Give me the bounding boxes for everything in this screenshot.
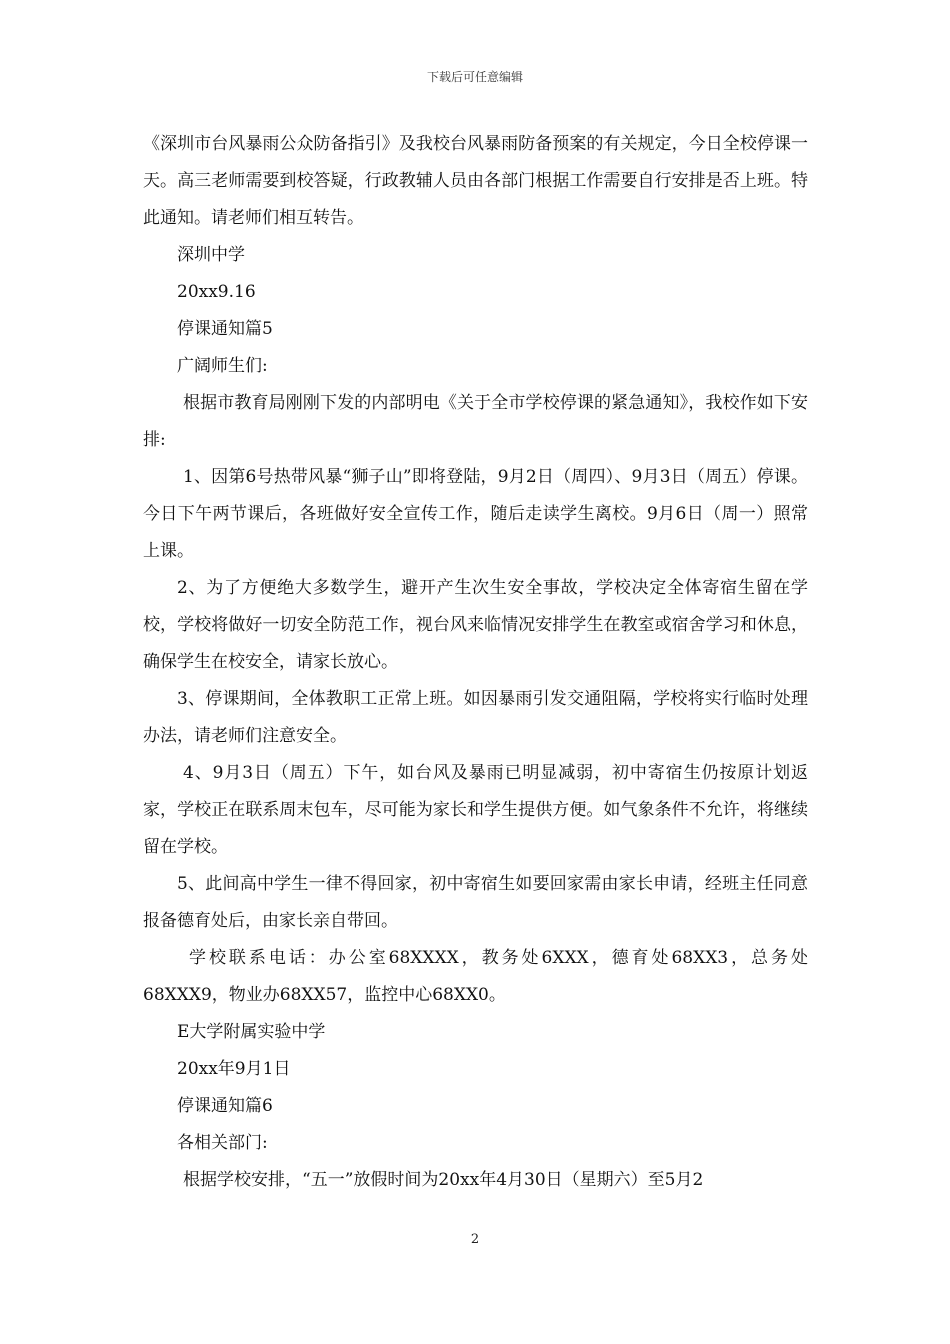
paragraph-basis: 根据市教育局刚刚下发的内部明电《关于全市学校停课的紧急通知》，我校作如下安排: bbox=[143, 393, 808, 450]
section-title-5: 停课通知篇5 bbox=[177, 319, 273, 339]
signature-school: 深圳中学 bbox=[177, 245, 245, 265]
salutation-2: 各相关部门: bbox=[177, 1133, 268, 1153]
list-item-2: 2、为了方便绝大多数学生，避开产生次生安全事故，学校决定全体寄宿生留在学校，学校将做好一切安全防范工作，视台风来临情况安排学生在教室或宿舍学习和休息，确保学生在校安全，请家长放心。 bbox=[143, 578, 808, 672]
list-item-5: 5、此间高中学生一律不得回家，初中寄宿生如要回家需由家长申请，经班主任同意报备德育处后，由家长亲自带回。 bbox=[143, 874, 808, 931]
paragraph-holiday: 根据学校安排，“五一”放假时间为20xx年4月30日（星期六）至5月2 bbox=[183, 1170, 704, 1190]
paragraph-intro: 《深圳市台风暴雨公众防备指引》及我校台风暴雨防备预案的有关规定，今日全校停课一天。高三老师需要到校答疑，行政教辅人员由各部门根据工作需要自行安排是否上班。特此通知。请老师们相互转告。 bbox=[143, 134, 808, 228]
salutation: 广阔师生们: bbox=[177, 356, 268, 376]
section-title-6: 停课通知篇6 bbox=[177, 1096, 273, 1116]
list-item-1: 1、因第6号热带风暴“狮子山”即将登陆，9月2日（周四）、9月3日（周五）停课。今日下午两节课后，各班做好安全宣传工作，随后走读学生离校。9月6日（周一）照常上课。 bbox=[143, 467, 808, 561]
list-item-3: 3、停课期间，全体教职工正常上班。如因暴雨引发交通阻隔，学校将实行临时处理办法，请老师们注意安全。 bbox=[143, 689, 808, 746]
page-number: 2 bbox=[470, 1232, 480, 1247]
signature-date: 20xx9.16 bbox=[177, 282, 256, 302]
contact-phones: 学校联系电话：办公室68XXXX，教务处6XXX，德育处68XX3，总务处68XXX9，物业办68XX57，监控中心68XX0。 bbox=[143, 948, 808, 1005]
list-item-4: 4、9月3日（周五）下午，如台风及暴雨已明显减弱，初中寄宿生仍按原计划返家，学校正在联系周末包车，尽可能为家长和学生提供方便。如气象条件不允许，将继续留在学校。 bbox=[143, 763, 808, 857]
page-header: 下载后可任意编辑 bbox=[426, 70, 523, 84]
signature-school-2: E大学附属实验中学 bbox=[177, 1022, 326, 1042]
document-body bbox=[143, 126, 808, 1199]
signature-date-2: 20xx年9月1日 bbox=[177, 1059, 291, 1079]
